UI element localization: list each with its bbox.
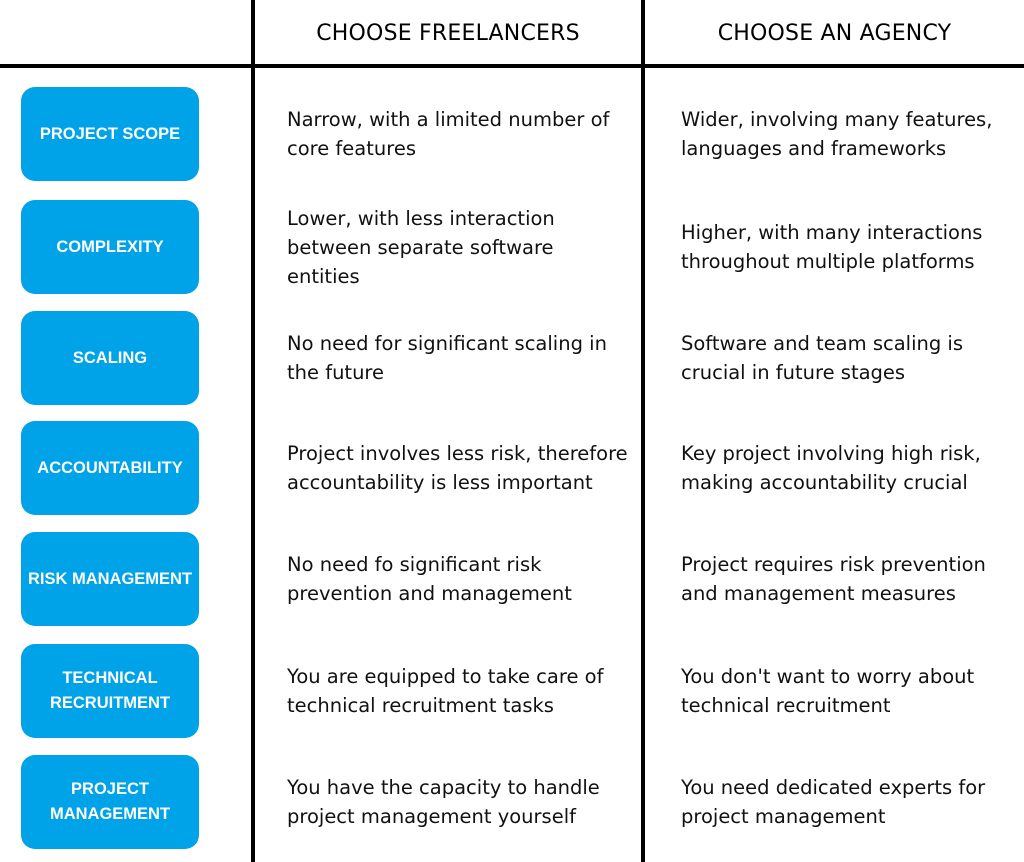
agency-cell (681, 644, 1021, 738)
table-row-complexity (0, 200, 1024, 294)
freelancers-cell (287, 87, 632, 181)
table-row-project-scope (0, 87, 1024, 181)
table-row-technical-recruitment (0, 644, 1024, 738)
agency-text: You don't want to worry about technical recruitment (681, 665, 975, 717)
agency-cell (681, 421, 1021, 515)
agency-text: Key project involving high risk, making accountability crucial (681, 442, 981, 494)
freelancers-text: Project involves less risk, therefore accountability is less important (287, 442, 628, 494)
table-row-risk-management (0, 532, 1024, 626)
agency-text: Software and team scaling is crucial in future stages (681, 332, 964, 384)
agency-text: You need dedicated experts for project management (681, 776, 986, 828)
agency-cell (681, 755, 1021, 849)
freelancers-cell (287, 532, 632, 626)
agency-cell (681, 200, 1021, 294)
category-pill-project-scope: PROJECT SCOPE (21, 87, 199, 181)
agency-text: Higher, with many interactions throughout multiple platforms (681, 221, 983, 273)
category-pill-technical-recruitment: TECHNICAL RECRUITMENT (21, 644, 199, 738)
agency-cell (681, 311, 1021, 405)
category-pill-risk-management: RISK MANAGEMENT (21, 532, 199, 626)
category-pill-scaling: SCALING (21, 311, 199, 405)
table-row-project-management (0, 755, 1024, 849)
category-pill-accountability: ACCOUNTABILITY (21, 421, 199, 515)
freelancers-cell (287, 200, 632, 294)
header-agency: CHOOSE AN AGENCY (717, 21, 952, 46)
category-pill-project-management: PROJECT MANAGEMENT (21, 755, 199, 849)
category-pill-complexity: COMPLEXITY (21, 200, 199, 294)
table-row-scaling (0, 311, 1024, 405)
freelancers-text: You are equipped to take care of technical recruitment tasks (287, 665, 604, 717)
header-freelancers: CHOOSE FREELANCERS (316, 21, 580, 46)
freelancers-text: Narrow, with a limited number of core features (287, 108, 610, 160)
agency-text: Wider, involving many features, languages and frameworks (681, 108, 993, 160)
agency-cell (681, 87, 1021, 181)
freelancers-text: Lower, with less interaction between separate software entities (287, 206, 555, 288)
freelancers-text: No need for significant scaling in the future (287, 332, 607, 384)
freelancers-text: No need fo significant risk prevention and management (287, 553, 572, 605)
freelancers-text: You have the capacity to handle project management yourself (287, 776, 600, 828)
freelancers-cell (287, 311, 632, 405)
agency-cell (681, 532, 1021, 626)
freelancers-cell (287, 755, 632, 849)
agency-text: Project requires risk prevention and management measures (681, 553, 986, 605)
freelancers-cell (287, 644, 632, 738)
freelancers-cell (287, 421, 632, 515)
table-row-accountability (0, 421, 1024, 515)
